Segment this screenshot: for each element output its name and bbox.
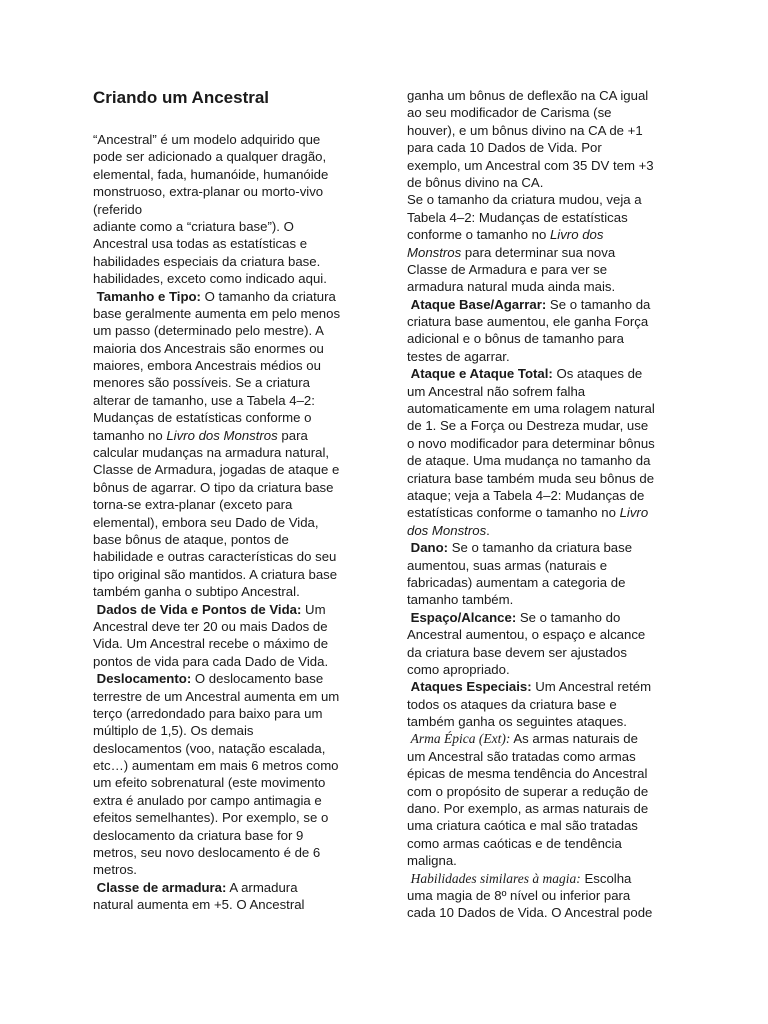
text-line: criatura base aumentou, ele ganha Força — [407, 314, 649, 330]
text-line: uma criatura caótica e mal são tratadas — [407, 818, 638, 834]
ataque-base-heading: Ataque Base/Agarrar: — [410, 296, 547, 312]
text-line: criatura base também muda seu bônus de — [407, 470, 655, 486]
text-line: um Ancestral não sofrem falha — [407, 383, 586, 399]
espaco-heading: Espaço/Alcance: — [410, 609, 517, 625]
text-line: múltiplo de 1,5). Os demais — [93, 723, 254, 739]
text-line: aumentou, suas armas (naturais e — [407, 557, 608, 573]
deslocamento-heading: Deslocamento: — [96, 671, 192, 687]
text-line: calcular mudanças na armadura natural, — [93, 445, 330, 461]
text-line: Mudanças de estatísticas conforme o — [93, 410, 312, 426]
text-line: Se o tamanho da criatura mudou, veja a — [407, 192, 642, 208]
text-line: elemental), embora seu Dado de Vida, — [93, 514, 319, 530]
ataques-especiais-heading: Ataques Especiais: — [410, 679, 532, 695]
text-line: adiante como a “criatura base”). O — [93, 218, 294, 234]
classe-paragraph — [93, 896, 340, 913]
text-line: extra é anulado por campo antimagia e — [93, 792, 322, 808]
ataques-especiais-paragraph — [407, 696, 655, 731]
deslocamento-paragraph — [93, 688, 340, 879]
ataque-base-heading-line: Ataque Base/Agarrar: Se o tamanho da — [410, 296, 651, 312]
text-line: habilidade e outras características do seu — [93, 549, 337, 565]
habilidades-paragraph — [407, 887, 655, 922]
ataque-base-paragraph — [407, 313, 655, 365]
ataque-total-heading-line: Ataque e Ataque Total: Os ataques de — [410, 366, 643, 382]
text-line: ganha um bônus de deflexão na CA igual — [407, 88, 649, 103]
text-line: terço (arredondado para baixo para um — [93, 705, 323, 721]
text-line: automaticamente em uma rolagem natural — [407, 401, 655, 417]
text-line: base geralmente aumenta em pelo menos — [93, 305, 341, 321]
text-line: deslocamento da criatura base for 9 — [93, 827, 304, 843]
page-title: Criando um Ancestral — [93, 88, 270, 107]
text-line: testes de agarrar. — [407, 348, 510, 364]
arma-heading-line: Arma Épica (Ext): As armas naturais de — [410, 731, 638, 747]
intro-paragraph — [93, 131, 340, 288]
text-line: habilidades, exceto como indicado aqui. — [93, 271, 327, 287]
text-line: como apropriado. — [407, 661, 510, 677]
text-line: Classe de Armadura, jogadas de ataque e — [93, 462, 340, 478]
text-line: pode ser adicionado a qualquer dragão, — [93, 149, 327, 165]
text-line: Vida. Um Ancestral recebe o máximo de — [93, 636, 329, 652]
text-line: habilidades especiais da criatura base. — [93, 253, 321, 269]
tamanho-paragraph — [93, 305, 340, 427]
text-line: monstruoso, extra-planar ou morto-vivo — [93, 184, 324, 200]
hab-heading-line: Habilidades similares à magia: Escolha — [410, 870, 632, 886]
text-line: armadura natural muda ainda mais. — [407, 279, 616, 295]
text-line: natural aumenta em +5. O Ancestral — [93, 897, 305, 913]
text-line: tamanho também. — [407, 592, 514, 608]
text-line: torna-se extra-planar (exceto para — [93, 497, 293, 513]
text-line: de bônus divino na CA. — [407, 174, 544, 190]
text-line: metros. — [93, 862, 137, 878]
desl-heading-line: Deslocamento: O deslocamento base — [96, 671, 324, 687]
text-line: elemental, fada, humanóide, humanóide — [93, 166, 329, 182]
text-line: pontos de vida para cada Dado de Vida. — [93, 653, 329, 669]
text-line: um Ancestral são tratadas como armas — [407, 748, 636, 764]
text-line: como armas caóticas e de tendência — [407, 835, 622, 851]
habilidades-heading: Habilidades similares à magia: — [410, 870, 581, 886]
text-line: Ancestral usa todas as estatísticas e — [93, 236, 308, 252]
book-title: Livro dos Monstros — [166, 427, 278, 443]
text-line: bônus de agarrar. O tipo da criatura base — [93, 479, 334, 495]
text-line: um efeito sobrenatural (este movimento — [93, 775, 326, 791]
text-line: base bônus de ataque, pontos de — [93, 531, 289, 547]
text-line: uma magia de 8º nível ou inferior para — [407, 887, 631, 903]
espaco-heading-line: Espaço/Alcance: Se o tamanho do — [410, 609, 621, 625]
text-line: deslocamentos (voo, natação escalada, — [93, 740, 326, 756]
text-line: menores são possíveis. Se a criatura — [93, 375, 310, 391]
ataque-total-paragraph — [407, 383, 655, 505]
text-line: (referido — [93, 201, 143, 217]
espaco-paragraph — [407, 626, 655, 678]
text-line: ataque; veja a Tabela 4–2: Mudanças de — [407, 487, 645, 503]
text-line: Classe de Armadura e para ver se — [407, 261, 608, 277]
tamanho-heading-line: Tamanho e Tipo: O tamanho da criatura — [96, 288, 336, 304]
text-line: dano. Por exemplo, as armas naturais de — [407, 801, 649, 817]
text-line: de ataque. Uma mudança no tamanho da — [407, 453, 651, 469]
ataque-total-heading: Ataque e Ataque Total: — [410, 366, 553, 382]
right-column-text: ganha um bônus de deflexão na CA igual ao seu modificador de Carisma (se houver), e um bônus divino na CA de +1 para cada 10 Dados de Vida. Por exemplo, um Ancestral com 35 DV tem +3 de bônus divino na CA. Se o tamanho da criatura mudou, veja a Tabela 4–2: Mudanças de estatísticas conforme o tamanho no Livro dos Monstros para determinar sua nova Classe de Armadura e para ver se armadura natural muda ainda mais. Ataque Base/Agarrar: Se o tamanho da criatura base aumentou, ele ganha Força adicional e o bônus de tamanho para testes de agarrar. Ataque e Ataque Total: Os ataques de um Ancestral não sofrem falha automaticamente em uma rolagem natural de 1. Se a Força ou Destreza mudar, use o novo modificador para determinar bônus de ataque. Uma mudança no tamanho da criatura base também muda seu bônus de ataque; veja a Tabela 4–2: Mudanças de estatísticas conforme o tamanho no Livro dos Monstros. Dano: Se o tamanho da criatura base aumentou, suas armas (naturais e fabricadas) aumentam a categoria de tamanho também. Espaço/Alcance: Se o tamanho do Ancestral aumentou, o espaço e alcance da criatura base devem ser ajustados como apropriado. Ataques Especiais: Um Ancestral retém todos os ataques da criatura base e também ganha os seguintes ataques. Arma Épica (Ext): As armas naturais de um Ancestral são tratadas como armas épicas de mesma tendência do Ancestral com o propósito de superar a redução de dano. Por exemplo, as armas naturais de uma criatura caótica e mal são tratadas como armas caóticas e de tendência maligna. Habilidades similares à magia: Escolha uma magia de 8º nível ou inferior para cada 10 Dados de Vida. O Ancestral pode — [407, 88, 655, 921]
classe-heading-line: Classe de armadura: A armadura — [96, 879, 298, 895]
text-line: Ancestral aumentou, o espaço e alcance — [407, 627, 646, 643]
text-line: com o propósito de superar a redução de — [407, 783, 649, 799]
text-line: efeitos semelhantes). Por exemplo, se o — [93, 810, 329, 826]
text-line: maiores, embora Ancestrais médios ou — [93, 358, 321, 374]
dados-heading-line: Dados de Vida e Pontos de Vida: Um — [96, 601, 326, 617]
dano-heading: Dano: — [410, 540, 449, 556]
text-line: terrestre de um Ancestral aumenta em um — [93, 688, 340, 704]
text-line: ao seu modificador de Carisma (se — [407, 105, 612, 121]
arma-epica-paragraph — [407, 748, 655, 870]
text-line: maioria dos Ancestrais são enormes ou — [93, 340, 324, 356]
esp-heading-line: Ataques Especiais: Um Ancestral retém — [410, 679, 652, 695]
left-column-text: “Ancestral” é um modelo adquirido que pode ser adicionado a qualquer dragão, elemental, fada, humanóide, humanóide monstruoso, extra-planar ou morto-vivo (referido adiante como a “criatura base”). O Ancestral usa todas as estatísticas e habilidades especiais da criatura base. habilidades, exceto como indicado aqui. Tamanho e Tipo: O tamanho da criatura base geralmente aumenta em pelo menos um passo (determinado pelo mestre). A maioria dos Ancestrais são enormes ou maiores, embora Ancestrais médios ou menores são possíveis. Se a criatura alterar de tamanho, use a Tabela 4–2: Mudanças de estatísticas conforme o tamanho no Livro dos Monstros para calcular mudanças na armadura natural, Classe de Armadura, jogadas de ataque e bônus de agarrar. O tipo da criatura base torna-se extra-planar (exceto para elemental), embora seu Dado de Vida, base bônus de ataque, pontos de habilidade e outras características do seu tipo original são mantidos. A criatura base também ganha o subtipo Ancestral. Dados de Vida e Pontos de Vida: Um Ancestral deve ter 20 ou mais Dados de Vida. Um Ancestral recebe o máximo de pontos de vida para cada Dado de Vida. Deslocamento: O deslocamento base terrestre de um Ancestral aumenta em um terço (arredondado para baixo para um múltiplo de 1,5). Os demais deslocamentos (voo, natação escalada, etc…) aumentam em mais 6 metros como um efeito sobrenatural (este movimento extra é anulado por campo antimagia e efeitos semelhantes). Por exemplo, se o deslocamento da criatura base for 9 metros, seu novo deslocamento é de 6 metros. Classe de armadura: A armadura natural aumenta em +5. O Ancestral — [93, 132, 341, 913]
text-line: também ganha os seguintes ataques. — [407, 714, 627, 730]
arma-epica-heading: Arma Épica (Ext): — [410, 731, 511, 747]
continuation-paragraph — [407, 87, 655, 226]
text-line: maligna. — [407, 853, 457, 869]
text-line: para cada 10 Dados de Vida. Por — [407, 140, 602, 156]
book-title: Livro dos — [549, 227, 604, 243]
text-line: etc…) aumentam em mais 6 metros como — [93, 758, 339, 774]
tamanho-heading: Tamanho e Tipo: — [96, 288, 201, 304]
text-line: adicional e o bônus de tamanho para — [407, 331, 625, 347]
dano-paragraph — [407, 557, 655, 609]
dados-heading: Dados de Vida e Pontos de Vida: — [96, 601, 302, 617]
text-line: houver), e um bônus divino na CA de +1 — [407, 122, 643, 138]
text-line: exemplo, um Ancestral com 35 DV tem +3 — [407, 157, 654, 173]
text-line: de 1. Se a Força ou Destreza mudar, use — [407, 418, 649, 434]
dados-paragraph — [93, 618, 340, 670]
text-line: fabricadas) aumentam a categoria de — [407, 574, 626, 590]
dano-heading-line: Dano: Se o tamanho da criatura base — [410, 540, 633, 556]
text-line: cada 10 Dados de Vida. O Ancestral pode — [407, 905, 653, 921]
text-line: “Ancestral” é um modelo adquirido que — [93, 132, 321, 147]
text-line: todos os ataques da criatura base e — [407, 696, 617, 712]
text-line: Ancestral deve ter 20 ou mais Dados de — [93, 618, 328, 634]
text-line: Tabela 4–2: Mudanças de estatísticas — [407, 209, 628, 225]
book-title: Livro — [619, 505, 649, 521]
text-line: um passo (determinado pelo mestre). A — [93, 323, 324, 339]
text-line: alterar de tamanho, use a Tabela 4–2: — [93, 392, 315, 408]
text-line: tipo original são mantidos. A criatura base — [93, 566, 338, 582]
text-line: metros, seu novo deslocamento é de 6 — [93, 845, 321, 861]
text-line: da criatura base devem ser ajustados — [407, 644, 627, 660]
text-line: épicas de mesma tendência do Ancestral — [407, 766, 648, 782]
text-line: também ganha o subtipo Ancestral. — [93, 584, 300, 600]
classe-heading: Classe de armadura: — [96, 879, 227, 895]
text-line: o novo modificador para determinar bônus — [407, 435, 655, 451]
